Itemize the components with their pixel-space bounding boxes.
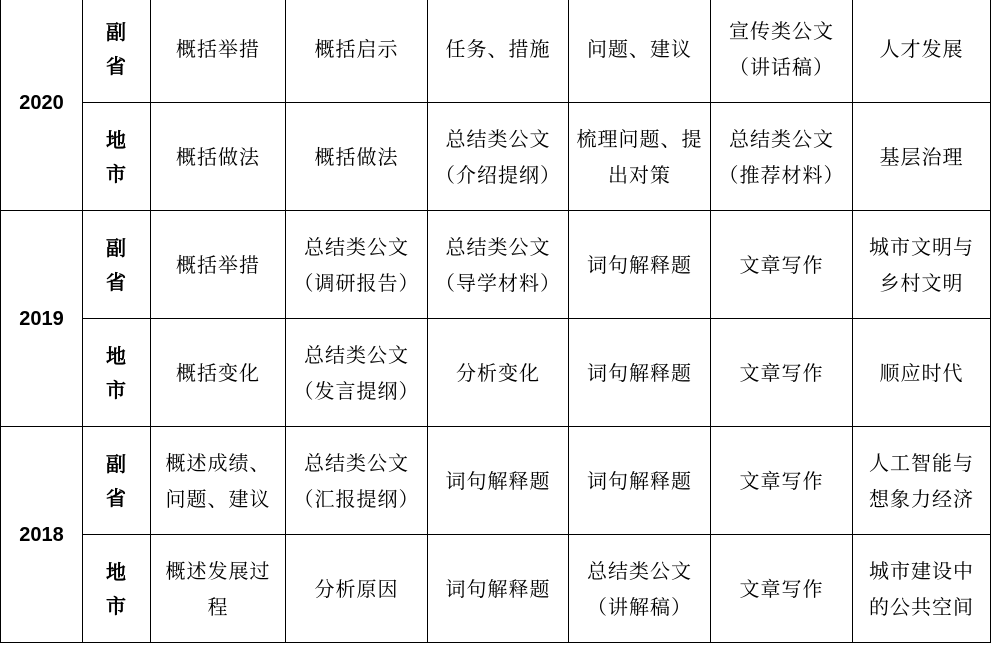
question-cell xyxy=(151,427,286,535)
cell-text: 文章写作 xyxy=(739,576,824,601)
question-cell xyxy=(711,535,853,643)
question-cell xyxy=(711,319,853,427)
level-cell xyxy=(83,535,151,643)
table-row xyxy=(1,319,991,427)
table-row xyxy=(1,427,991,535)
question-cell xyxy=(569,103,711,211)
question-cell xyxy=(151,319,286,427)
level-char: 市 xyxy=(106,593,127,618)
table-row xyxy=(1,535,991,643)
year-cell: 2020 xyxy=(1,0,83,211)
question-cell xyxy=(286,103,428,211)
question-cell xyxy=(286,0,428,103)
cell-text: 总结类公文（推荐材料） xyxy=(718,126,845,187)
cell-text: 概括变化 xyxy=(176,360,260,385)
question-cell xyxy=(428,211,569,319)
question-cell xyxy=(286,211,428,319)
cell-text: 概括举措 xyxy=(176,36,260,61)
question-cell xyxy=(711,103,853,211)
cell-text: 总结类公文（调研报告） xyxy=(293,234,420,295)
cell-text: 文章写作 xyxy=(739,252,824,277)
question-cell xyxy=(853,103,991,211)
level-cell xyxy=(83,0,151,103)
level-char: 副 xyxy=(106,19,127,44)
level-char: 市 xyxy=(106,377,127,402)
cell-text: 基层治理 xyxy=(879,144,964,169)
level-char: 副 xyxy=(106,451,127,476)
cell-text: 城市文明与乡村文明 xyxy=(869,234,974,295)
cell-text: 问题、建议 xyxy=(587,36,692,61)
cell-text: 文章写作 xyxy=(739,360,824,385)
question-cell xyxy=(428,427,569,535)
question-cell xyxy=(853,535,991,643)
question-cell xyxy=(853,319,991,427)
cell-text: 分析原因 xyxy=(314,576,399,601)
table-body xyxy=(1,0,991,643)
cell-text: 词句解释题 xyxy=(587,360,692,385)
cell-text: 词句解释题 xyxy=(445,576,551,601)
cell-text: 概述发展过程 xyxy=(165,558,271,619)
cell-text: 顺应时代 xyxy=(879,360,964,385)
question-cell xyxy=(428,319,569,427)
cell-text: 总结类公文（汇报提纲） xyxy=(293,450,420,511)
cell-text: 词句解释题 xyxy=(445,468,551,493)
level-char: 地 xyxy=(106,343,127,368)
question-cell xyxy=(711,0,853,103)
level-char: 省 xyxy=(106,269,127,294)
cell-text: 概括做法 xyxy=(314,144,399,169)
question-cell xyxy=(853,211,991,319)
question-cell xyxy=(569,319,711,427)
question-cell xyxy=(711,211,853,319)
question-cell xyxy=(853,0,991,103)
question-cell xyxy=(569,211,711,319)
cell-text: 词句解释题 xyxy=(587,468,692,493)
level-char: 地 xyxy=(106,127,127,152)
level-char: 省 xyxy=(106,53,127,78)
question-cell xyxy=(286,427,428,535)
question-cell xyxy=(151,535,286,643)
cell-text: 总结类公文（讲解稿） xyxy=(587,558,692,619)
cell-text: 总结类公文（介绍提纲） xyxy=(435,126,561,187)
question-cell xyxy=(286,319,428,427)
level-cell xyxy=(83,427,151,535)
cell-text: 城市建设中的公共空间 xyxy=(869,558,974,619)
level-char: 市 xyxy=(106,161,127,186)
cell-text: 概括启示 xyxy=(314,36,399,61)
level-cell xyxy=(83,211,151,319)
question-cell xyxy=(569,535,711,643)
question-cell xyxy=(151,211,286,319)
question-cell xyxy=(569,427,711,535)
cell-text: 人工智能与想象力经济 xyxy=(869,450,974,511)
year-cell: 2018 xyxy=(1,427,83,643)
cell-text: 总结类公文（发言提纲） xyxy=(293,342,420,403)
question-cell xyxy=(428,535,569,643)
question-cell xyxy=(151,0,286,103)
cell-text: 宣传类公文（讲话稿） xyxy=(729,18,834,79)
cell-text: 分析变化 xyxy=(456,360,540,385)
cell-text: 概述成绩、问题、建议 xyxy=(165,450,271,511)
cell-text: 梳理问题、提出对策 xyxy=(576,126,703,187)
cell-text: 文章写作 xyxy=(739,468,824,493)
cell-text: 任务、措施 xyxy=(445,36,551,61)
question-cell xyxy=(286,535,428,643)
question-cell xyxy=(428,103,569,211)
year-cell: 2019 xyxy=(1,211,83,427)
table-row xyxy=(1,103,991,211)
question-cell xyxy=(151,103,286,211)
table-row xyxy=(1,211,991,319)
level-cell xyxy=(83,103,151,211)
level-char: 地 xyxy=(106,559,127,584)
cell-text: 概括举措 xyxy=(176,252,260,277)
question-cell xyxy=(853,427,991,535)
cell-text: 总结类公文（导学材料） xyxy=(435,234,561,295)
cell-text: 词句解释题 xyxy=(587,252,692,277)
question-cell xyxy=(569,0,711,103)
cell-text: 概括做法 xyxy=(176,144,260,169)
cell-text: 人才发展 xyxy=(879,36,964,61)
table-row xyxy=(1,0,991,103)
level-char: 副 xyxy=(106,235,127,260)
level-cell xyxy=(83,319,151,427)
question-cell xyxy=(711,427,853,535)
level-char: 省 xyxy=(106,485,127,510)
question-cell xyxy=(428,0,569,103)
